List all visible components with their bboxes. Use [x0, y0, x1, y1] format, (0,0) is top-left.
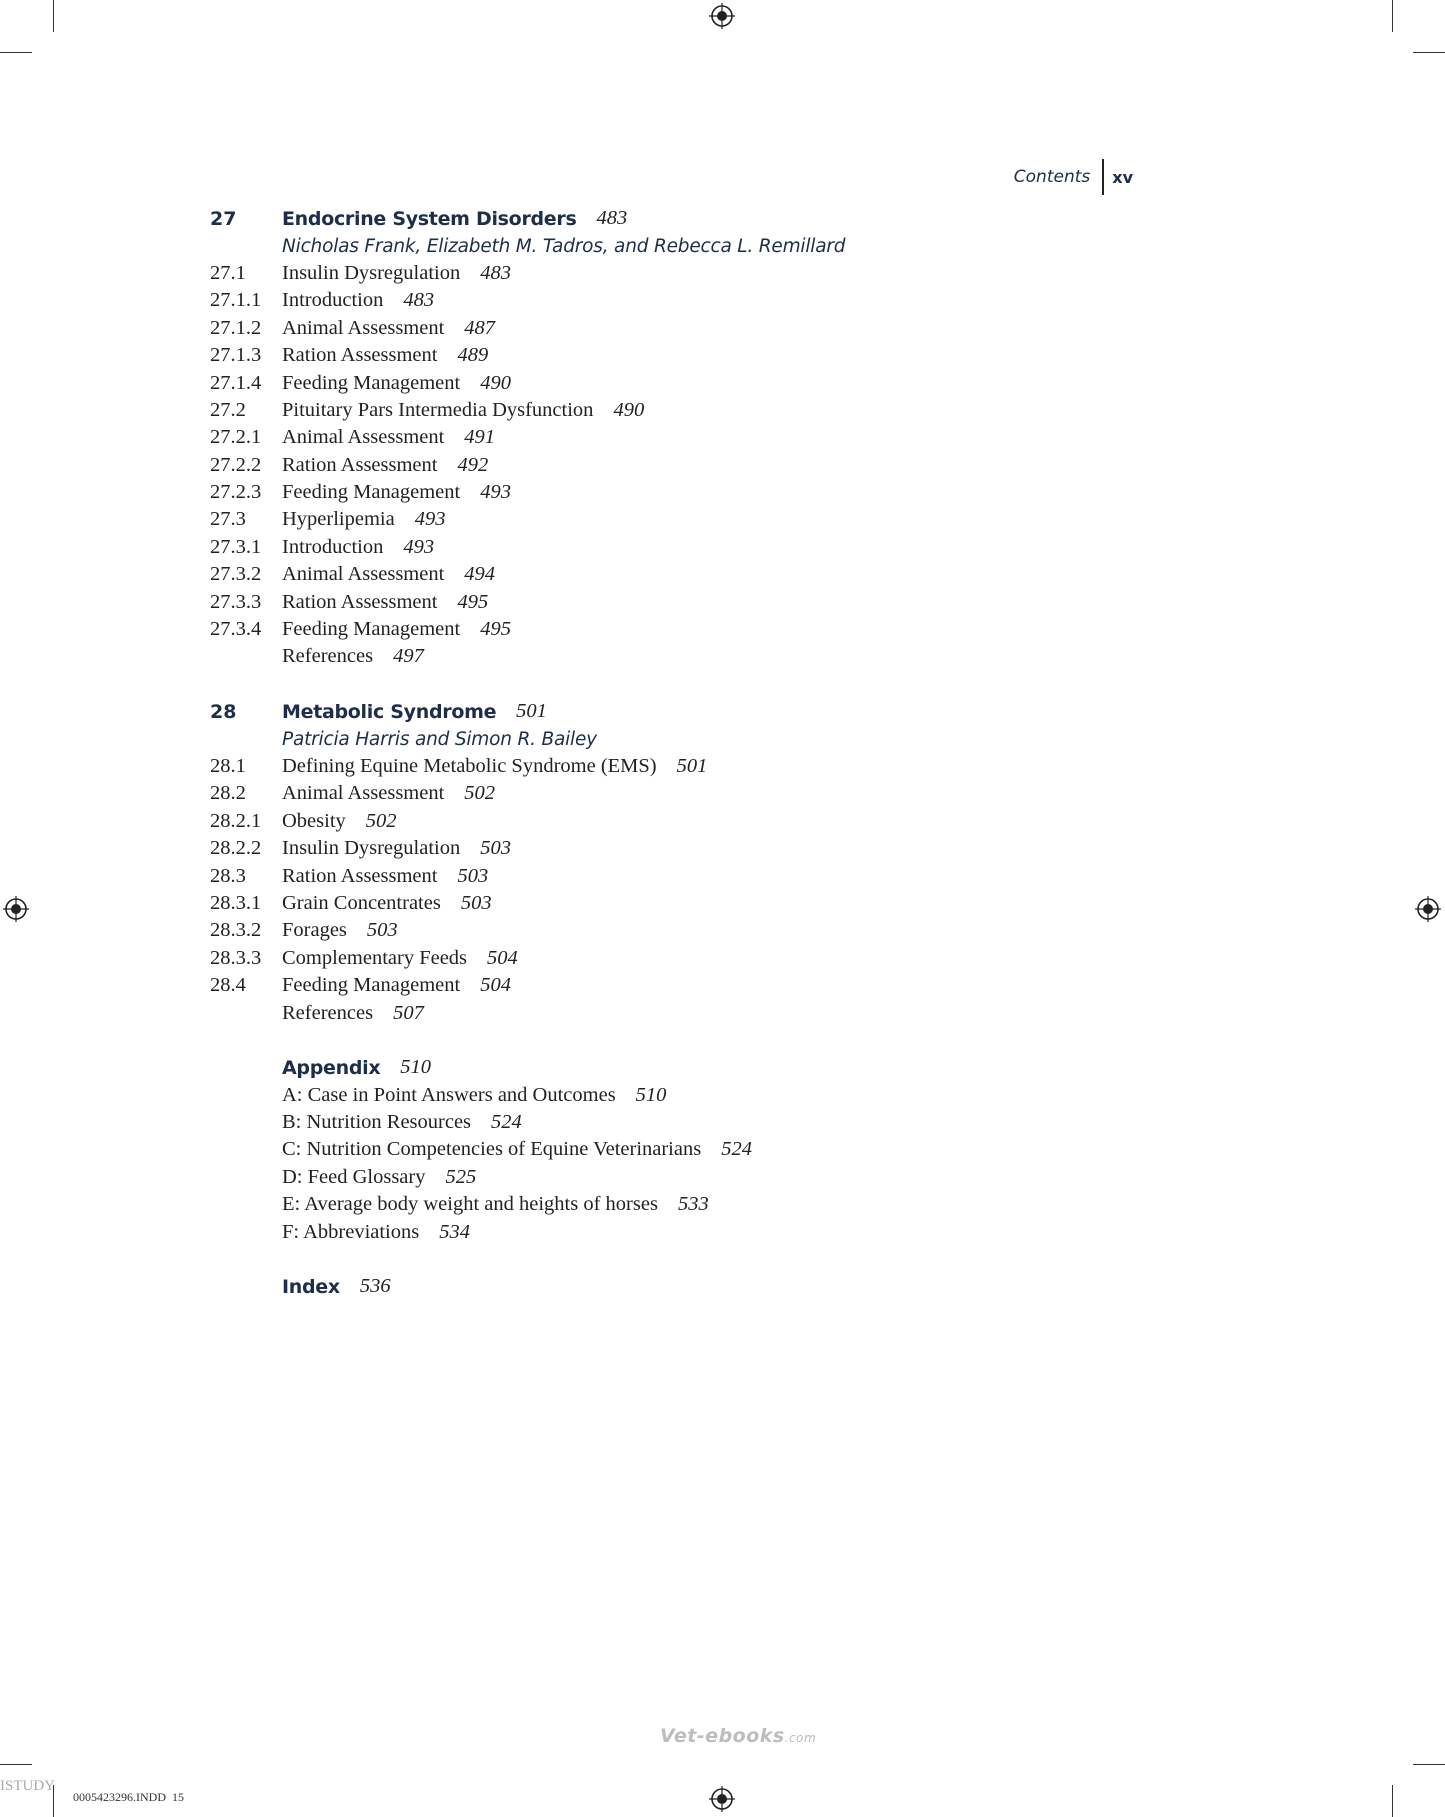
toc-entry-number: 27.3.3 [210, 590, 262, 613]
toc-chapter-heading[interactable] [210, 1054, 1110, 1081]
slug-left-label: ISTUDY [0, 1778, 55, 1794]
toc-entry-number: 28.2 [210, 782, 246, 805]
toc-entry-title: B: Nutrition Resources [282, 1111, 472, 1134]
toc-entry[interactable] [210, 1164, 1110, 1191]
toc-entry-title: Metabolic Syndrome [282, 700, 497, 723]
toc-chapter-heading[interactable] [210, 1273, 1110, 1300]
toc-entry[interactable] [210, 780, 1110, 807]
toc-entry-page: 510 [400, 1056, 432, 1079]
toc-entry-page: 487 [464, 316, 496, 339]
toc-entry-title: Pituitary Pars Intermedia Dysfunction [282, 398, 594, 421]
toc-entry-page: 503 [460, 891, 492, 914]
toc-entry-page: 536 [359, 1275, 391, 1298]
toc-entry[interactable] [210, 479, 1110, 506]
print-slug [73, 1790, 184, 1805]
toc-entry-number: 27.2.1 [210, 426, 262, 449]
toc-entry-title: Endocrine System Disorders [282, 207, 577, 230]
toc-entry-title: Ration Assessment [282, 590, 438, 613]
toc-entry-title: F: Abbreviations [282, 1220, 420, 1243]
toc-entry-page: 504 [487, 946, 518, 969]
toc-entry-number: 28.3.2 [210, 919, 262, 942]
toc-entry-page: 489 [457, 344, 489, 367]
toc-entry[interactable] [210, 534, 1110, 561]
toc-entry-page: 490 [613, 398, 645, 421]
crop-mark [1392, 1785, 1393, 1817]
toc-spacer [210, 1027, 1110, 1054]
toc-entry-title: Forages [282, 919, 347, 942]
toc-entry[interactable] [210, 1109, 1110, 1136]
toc-entry-page: 504 [480, 974, 511, 997]
toc-entry-title: C: Nutrition Competencies of Equine Veterinarians [282, 1138, 702, 1161]
toc-entry-number: 27.1.3 [210, 344, 262, 367]
toc-entry-number: 28.3.1 [210, 891, 262, 914]
toc-entry-number: 27.3.2 [210, 563, 262, 586]
toc-entry-page: 495 [457, 590, 489, 613]
toc-entry-title: Ration Assessment [282, 453, 438, 476]
toc-entry-number: 27.3.4 [210, 618, 262, 641]
toc-entry-page: 493 [414, 508, 446, 531]
toc-chapter-heading[interactable] [210, 205, 1110, 232]
toc-entry-page: 503 [480, 837, 511, 860]
toc-entry-title: Patricia Harris and Simon R. Bailey [282, 728, 597, 750]
toc-entry-title: Introduction [282, 289, 384, 312]
toc-entry[interactable] [210, 424, 1110, 451]
toc-entry[interactable] [210, 808, 1110, 835]
watermark-brand: Vet-ebooks [660, 1725, 785, 1747]
toc-entry-page: 497 [393, 645, 424, 668]
crop-mark [1413, 1764, 1445, 1765]
toc-authors [210, 725, 1110, 752]
toc-entry[interactable] [210, 945, 1110, 972]
running-head [1014, 158, 1133, 196]
toc-entry-number: 28.2.2 [210, 837, 262, 860]
toc-entry-page: 483 [480, 261, 511, 284]
toc-entry-number: 27.2.3 [210, 481, 262, 504]
toc-authors [210, 232, 1110, 259]
registration-mark-icon [709, 3, 735, 29]
crop-mark [53, 0, 54, 32]
watermark-suffix: .com [784, 1731, 817, 1745]
toc-entry-title: Obesity [282, 809, 346, 832]
toc-entry-title: Animal Assessment [282, 316, 445, 339]
toc-entry-page: 495 [480, 618, 511, 641]
toc-entry-title: Feeding Management [282, 974, 461, 997]
toc-entry-page: 493 [403, 535, 435, 558]
toc-entry-title: Ration Assessment [282, 344, 438, 367]
toc-entry-page: 503 [457, 864, 489, 887]
slug-page: 15 [172, 1790, 184, 1804]
toc-entry-number: 27.3 [210, 508, 246, 531]
toc-entry[interactable] [210, 369, 1110, 396]
toc-entry-page: 501 [516, 700, 547, 723]
toc-entry[interactable] [210, 452, 1110, 479]
toc-entry-page: 502 [464, 782, 496, 805]
toc-entry-page: 525 [445, 1165, 477, 1188]
toc-entry[interactable] [210, 890, 1110, 917]
crop-mark [1392, 0, 1393, 32]
toc-entry[interactable] [210, 1191, 1110, 1218]
toc-entry-page: 524 [491, 1111, 522, 1134]
toc-entry[interactable] [210, 588, 1110, 615]
toc-entry-number: 27.3.1 [210, 535, 262, 558]
toc-entry-title: Insulin Dysregulation [282, 261, 461, 284]
toc-entry-title: Feeding Management [282, 481, 461, 504]
toc-entry-title: Defining Equine Metabolic Syndrome (EMS) [282, 755, 657, 777]
crop-mark [0, 1764, 32, 1765]
toc-entry[interactable] [210, 561, 1110, 588]
toc-entry-number: 28.4 [210, 974, 246, 997]
toc-entry-title: Nicholas Frank, Elizabeth M. Tadros, and Rebecca L. Remillard [282, 235, 846, 257]
toc-entry-number: 27.1.2 [210, 316, 262, 339]
toc-entry-number: 27.1.4 [210, 371, 262, 394]
toc-entry[interactable] [210, 287, 1110, 314]
toc-entry-page: 490 [480, 371, 511, 394]
toc-entry[interactable] [210, 753, 1110, 780]
running-head-label: Contents [1013, 167, 1091, 187]
toc-entry-title: Appendix [282, 1056, 381, 1079]
toc-entry-page: 483 [596, 207, 628, 230]
toc-entry-number: 27.1.1 [210, 289, 262, 312]
registration-mark-icon [3, 896, 29, 922]
toc-entry-number: 27.2 [210, 398, 246, 421]
toc-entry[interactable] [210, 506, 1110, 533]
toc-entry-title: D: Feed Glossary [282, 1165, 426, 1188]
toc-entry-title: Animal Assessment [282, 782, 445, 805]
toc-entry-page: 494 [464, 563, 496, 586]
toc-entry[interactable] [210, 835, 1110, 862]
slug-file: 0005423296.INDD [73, 1790, 166, 1804]
crop-mark [1413, 52, 1445, 53]
toc-entry[interactable] [210, 397, 1110, 424]
toc-entry-page: 501 [676, 755, 708, 777]
toc-entry-number: 28.3 [210, 864, 246, 887]
toc-entry-page: 492 [457, 453, 489, 476]
toc-entry[interactable] [210, 342, 1110, 369]
toc-entry-title: Ration Assessment [282, 864, 438, 887]
toc-entry-page: 533 [677, 1193, 709, 1216]
registration-mark-icon [709, 1786, 735, 1812]
toc-entry-title: Index [282, 1275, 340, 1298]
toc-entry[interactable] [210, 1136, 1110, 1163]
toc-entry-page: 534 [439, 1220, 470, 1243]
toc-entry-number: 27.2.2 [210, 453, 262, 476]
watermark [660, 1725, 816, 1747]
toc-entry-page: 510 [635, 1083, 667, 1106]
toc-entry-title: Hyperlipemia [282, 508, 395, 531]
toc-entry-title: References [282, 645, 374, 668]
toc-entry-title: Introduction [282, 535, 384, 558]
table-of-contents [210, 205, 1110, 1301]
toc-entry-title: Insulin Dysregulation [282, 837, 461, 860]
toc-entry-title: Animal Assessment [282, 563, 445, 586]
toc-entry[interactable] [210, 862, 1110, 889]
toc-entry-title: Feeding Management [282, 371, 461, 394]
toc-spacer [210, 1246, 1110, 1273]
toc-entry-page: 524 [721, 1138, 752, 1161]
toc-entry[interactable] [210, 315, 1110, 342]
toc-entry[interactable] [210, 1218, 1110, 1245]
toc-entry[interactable] [210, 972, 1110, 999]
toc-entry-number: 27 [210, 207, 237, 230]
crop-mark [0, 52, 32, 53]
toc-entry-title: A: Case in Point Answers and Outcomes [282, 1083, 616, 1106]
toc-entry[interactable] [210, 1082, 1110, 1109]
registration-mark-icon [1415, 896, 1441, 922]
toc-chapter-heading[interactable] [210, 698, 1110, 725]
toc-entry-number: 27.1 [210, 261, 246, 284]
toc-entry-number: 28 [210, 700, 237, 723]
toc-entry-page: 493 [480, 481, 511, 504]
toc-entry-title: References [282, 1001, 374, 1024]
toc-entry[interactable] [210, 260, 1110, 287]
toc-entry[interactable] [210, 643, 1110, 670]
toc-entry[interactable] [210, 616, 1110, 643]
toc-entry[interactable] [210, 999, 1110, 1026]
toc-entry-title: Complementary Feeds [282, 946, 468, 969]
toc-entry-number: 28.3.3 [210, 946, 262, 969]
toc-entry-page: 483 [403, 289, 435, 312]
toc-entry-title: Grain Concentrates [282, 891, 441, 914]
page-number: xv [1112, 167, 1133, 187]
toc-entry-page: 491 [464, 426, 496, 449]
toc-spacer [210, 671, 1110, 698]
toc-entry-page: 503 [366, 919, 398, 942]
toc-entry-title: Feeding Management [282, 618, 461, 641]
toc-entry-number: 28.2.1 [210, 809, 262, 832]
toc-entry-title: Animal Assessment [282, 426, 445, 449]
toc-entry-page: 507 [393, 1001, 424, 1024]
toc-entry-page: 502 [365, 809, 397, 832]
toc-entry-number: 28.1 [210, 755, 246, 777]
toc-entry[interactable] [210, 917, 1110, 944]
toc-entry-title: E: Average body weight and heights of horses [282, 1193, 658, 1216]
